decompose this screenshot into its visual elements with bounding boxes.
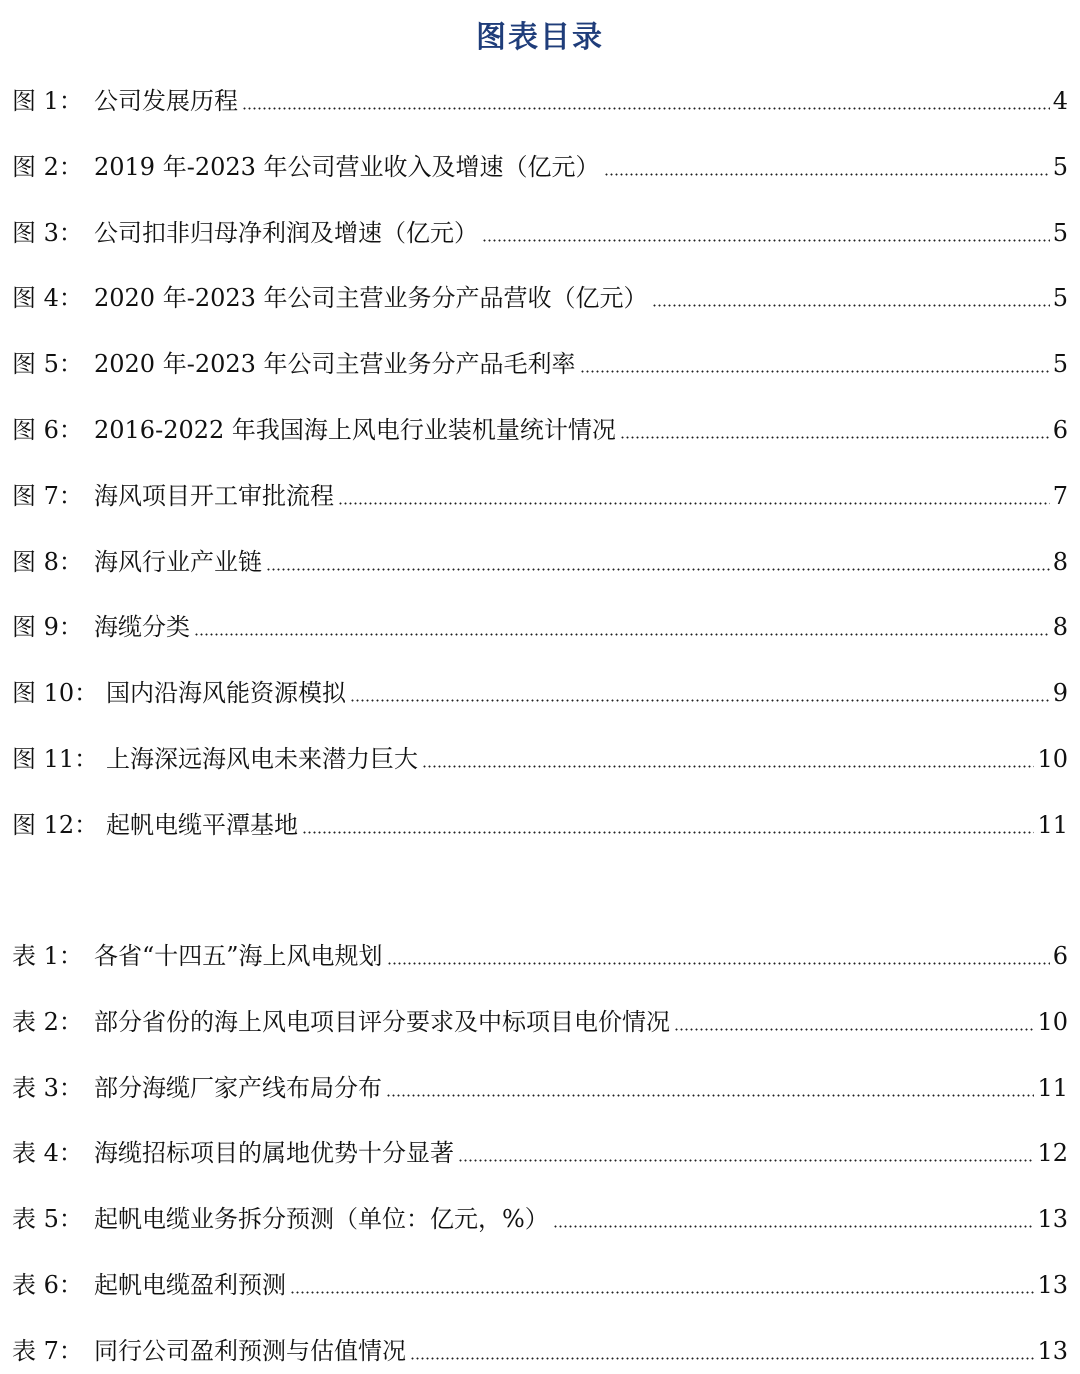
dot-leader	[290, 1291, 1034, 1294]
dot-leader	[580, 370, 1050, 373]
dot-leader	[387, 962, 1050, 965]
dot-leader	[302, 831, 1034, 834]
entry-page-number: 6	[1052, 416, 1068, 444]
entry-label: 图 3：	[12, 218, 83, 247]
entry-title: 起帆电缆盈利预测	[94, 1271, 286, 1299]
entry-label: 表 2：	[12, 1007, 83, 1036]
entry-label: 图 1：	[12, 87, 83, 115]
dot-leader	[604, 173, 1050, 176]
entry-page-number: 5	[1052, 152, 1068, 181]
figure-entry-10[interactable]	[12, 672, 1068, 708]
entry-label: 表 1：	[12, 942, 83, 970]
entry-page-number: 11	[1037, 810, 1068, 839]
entry-label: 图 8：	[12, 547, 83, 576]
figure-entry-3[interactable]	[12, 212, 1068, 248]
entry-page-number: 5	[1052, 284, 1068, 313]
entry-title: 海缆招标项目的属地优势十分显著	[94, 1139, 454, 1168]
dot-leader	[338, 502, 1050, 505]
entry-page-number: 5	[1052, 350, 1068, 379]
table-entry-3[interactable]	[12, 1067, 1068, 1103]
dot-leader	[266, 568, 1050, 571]
entry-label: 图 5：	[12, 350, 83, 379]
table-entry-2[interactable]	[12, 1001, 1068, 1037]
dot-leader	[482, 239, 1050, 242]
entry-title: 2016-2022 年我国海上风电行业装机量统计情况	[94, 416, 616, 444]
entry-label: 图 2：	[12, 152, 83, 181]
entry-title: 2020 年-2023 年公司主营业务分产品营收（亿元）	[94, 284, 648, 313]
figure-entry-4[interactable]	[12, 277, 1068, 313]
entry-page-number: 12	[1037, 1139, 1068, 1168]
entry-page-number: 13	[1037, 1205, 1068, 1234]
entry-title: 2019 年-2023 年公司营业收入及增速（亿元）	[94, 152, 600, 181]
table-entry-6[interactable]	[12, 1264, 1068, 1300]
dot-leader	[674, 1028, 1034, 1031]
entry-page-number: 8	[1052, 547, 1068, 576]
entry-label: 表 7：	[12, 1336, 83, 1365]
entry-title: 部分海缆厂家产线布局分布	[94, 1073, 382, 1102]
entry-page-number: 8	[1052, 613, 1068, 642]
entry-title: 公司扣非归母净利润及增速（亿元）	[94, 218, 478, 247]
entry-label: 图 4：	[12, 284, 83, 313]
entry-page-number: 13	[1037, 1336, 1068, 1365]
entry-label: 图 9：	[12, 613, 83, 642]
figure-entry-8[interactable]	[12, 541, 1068, 577]
dot-leader	[652, 304, 1050, 307]
figure-entry-11[interactable]	[12, 738, 1068, 774]
entry-page-number: 9	[1052, 679, 1068, 708]
table-entry-1[interactable]	[12, 935, 1068, 971]
dot-leader	[242, 107, 1050, 110]
figure-entry-12[interactable]	[12, 804, 1068, 840]
figure-entry-6[interactable]	[12, 409, 1068, 445]
entry-title: 海风项目开工审批流程	[94, 481, 334, 510]
entry-page-number: 11	[1037, 1073, 1068, 1102]
entry-title: 公司发展历程	[94, 87, 238, 115]
dot-leader	[410, 1357, 1034, 1360]
entry-title: 起帆电缆业务拆分预测（单位：亿元，%）	[94, 1205, 549, 1234]
dot-leader	[553, 1225, 1035, 1228]
entry-title: 部分省份的海上风电项目评分要求及中标项目电价情况	[94, 1007, 670, 1036]
table-entry-4[interactable]	[12, 1132, 1068, 1168]
entry-label: 表 4：	[12, 1139, 83, 1168]
entry-page-number: 4	[1052, 87, 1068, 115]
entry-label: 表 5：	[12, 1205, 83, 1234]
entry-page-number: 7	[1052, 481, 1068, 510]
table-entry-5[interactable]	[12, 1198, 1068, 1234]
dot-leader	[386, 1094, 1034, 1097]
entry-title: 起帆电缆平潭基地	[106, 810, 298, 839]
entry-title: 国内沿海风能资源模拟	[106, 679, 346, 708]
figure-entry-9[interactable]	[12, 606, 1068, 642]
dot-leader	[350, 699, 1050, 702]
entry-label: 图 12：	[12, 810, 99, 839]
entry-label: 图 10：	[12, 679, 99, 708]
entry-label: 图 6：	[12, 416, 83, 444]
entry-label: 表 6：	[12, 1271, 83, 1299]
figure-entry-2[interactable]	[12, 146, 1068, 182]
entry-title: 同行公司盈利预测与估值情况	[94, 1336, 406, 1365]
entry-title: 2020 年-2023 年公司主营业务分产品毛利率	[94, 350, 576, 379]
entry-label: 图 7：	[12, 481, 83, 510]
dot-leader	[194, 633, 1050, 636]
entry-page-number: 5	[1052, 218, 1068, 247]
figure-entry-5[interactable]	[12, 343, 1068, 379]
dot-leader	[422, 765, 1034, 768]
entry-page-number: 13	[1037, 1271, 1068, 1299]
table-entry-7[interactable]	[12, 1330, 1068, 1366]
entry-page-number: 10	[1037, 745, 1068, 773]
dot-leader	[620, 436, 1050, 439]
dot-leader	[458, 1159, 1034, 1162]
entry-page-number: 10	[1037, 1007, 1068, 1036]
entry-label: 图 11：	[12, 745, 99, 773]
figure-entry-7[interactable]	[12, 475, 1068, 511]
entry-title: 上海深远海风电未来潜力巨大	[106, 745, 418, 773]
figure-entry-1[interactable]	[12, 80, 1068, 116]
entry-title: 各省“十四五”海上风电规划	[94, 942, 383, 970]
entry-label: 表 3：	[12, 1073, 83, 1102]
entry-title: 海缆分类	[94, 613, 190, 642]
entry-title: 海风行业产业链	[94, 547, 262, 576]
entry-page-number: 6	[1052, 942, 1068, 970]
page-title: 图表目录	[476, 20, 604, 55]
